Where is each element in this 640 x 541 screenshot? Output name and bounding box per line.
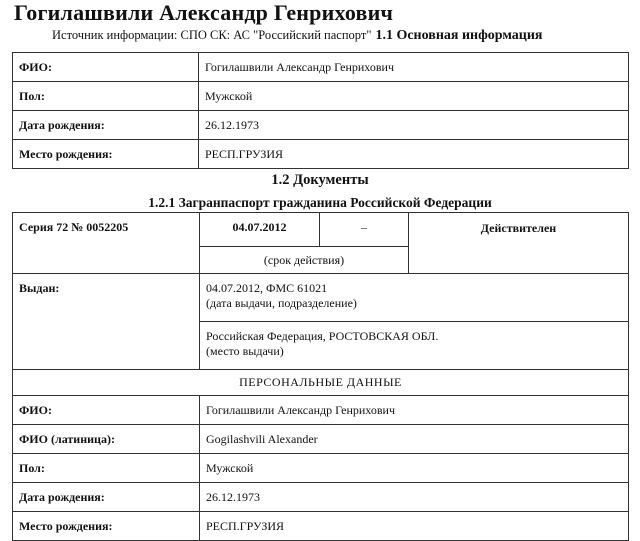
table-row [13,274,629,322]
validity-date-from: 04.07.2012 [200,213,320,247]
basic-info-value: Мужской [199,82,629,111]
basic-info-label: Место рождения: [13,140,199,169]
personal-data-value: Мужской [200,454,629,483]
personal-data-label: Пол: [13,454,200,483]
basic-info-value: 26.12.1973 [199,111,629,140]
table-row [13,82,629,111]
personal-data-label: ФИО: [13,396,200,425]
personal-data-heading: ПЕРСОНАЛЬНЫЕ ДАННЫЕ [13,370,629,396]
personal-data-value: РЕСП.ГРУЗИЯ [200,512,629,541]
table-row [13,140,629,169]
issue-info-caption: (дата выдачи, подразделение) [206,296,357,310]
basic-info-value: РЕСП.ГРУЗИЯ [199,140,629,169]
basic-info-label: Пол: [13,82,199,111]
passport-series-number: Серия 72 № 0052205 [13,213,200,247]
passport-status: Действителен [409,213,629,274]
issue-info: 04.07.2012, ФМС 61021 [206,281,328,295]
table-row [13,53,629,82]
source-text: Источник информации: СПО СК: АС "Российский паспорт" [52,28,372,42]
personal-data-label: ФИО (латиница): [13,425,200,454]
personal-data-value: 26.12.1973 [200,483,629,512]
issue-info-cell [200,274,629,322]
table-row [13,454,629,483]
table-row [13,111,629,140]
empty-cell [13,247,200,274]
issue-place: Российская Федерация, РОСТОВСКАЯ ОБЛ. [206,329,439,343]
basic-info-table [12,52,629,169]
issued-label: Выдан: [13,274,200,370]
table-row [13,213,629,247]
passport-table [12,212,629,541]
section-title-basic-info: 1.1 Основная информация [375,28,543,43]
passport-heading: 1.2.1 Загранпаспорт гражданина Российской Федерации [148,195,492,210]
personal-data-value: Гогилашвили Александр Генрихович [200,396,629,425]
table-row [13,425,629,454]
documents-heading: 1.2 Документы [271,172,369,188]
table-row [13,512,629,541]
basic-info-label: ФИО: [13,53,199,82]
page-title: Гогилашвили Александр Генрихович [14,0,394,25]
basic-info-value: Гогилашвили Александр Генрихович [199,53,629,82]
table-row [13,483,629,512]
personal-data-value: Gogilashvili Alexander [200,425,629,454]
table-row [13,396,629,425]
validity-caption: (срок действия) [200,247,409,274]
table-row [13,370,629,396]
validity-dash: – [320,213,409,247]
issue-place-caption: (место выдачи) [206,344,284,358]
basic-info-label: Дата рождения: [13,111,199,140]
issue-place-cell [200,322,629,370]
personal-data-label: Дата рождения: [13,483,200,512]
source-line [52,26,543,44]
personal-data-label: Место рождения: [13,512,200,541]
